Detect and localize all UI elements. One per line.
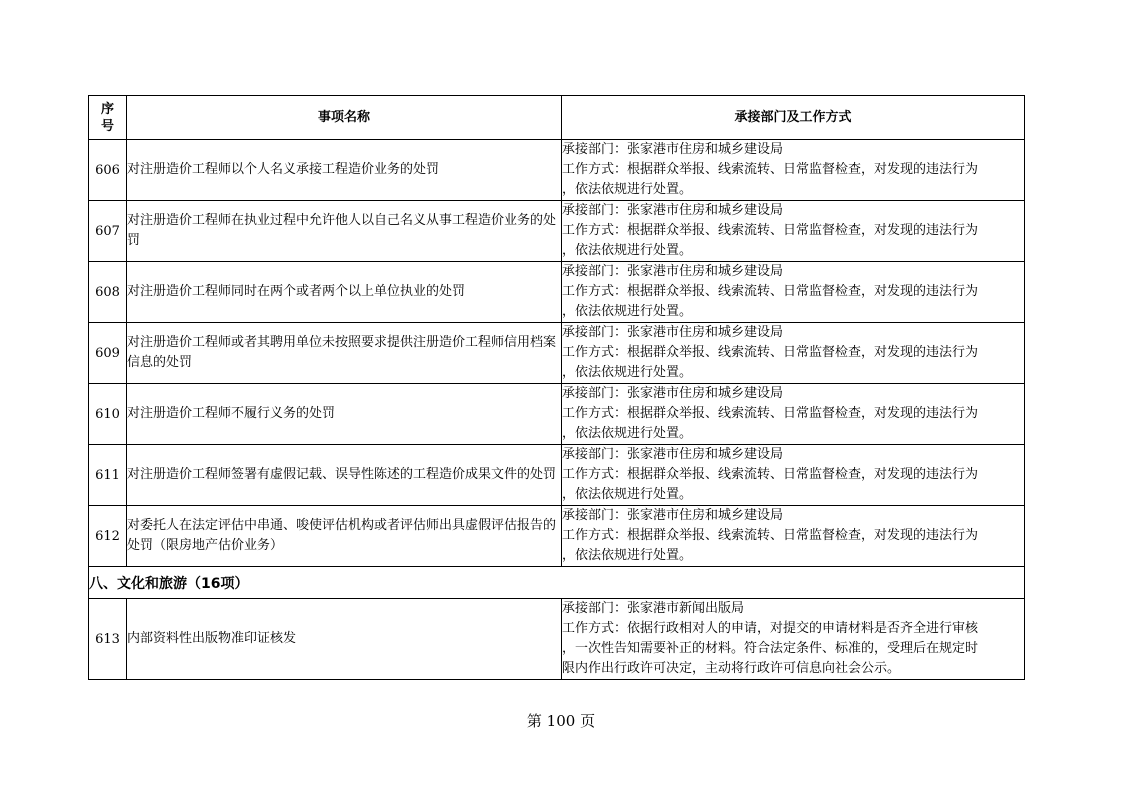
item-name: 内部资料性出版物准印证核发 [127, 599, 562, 680]
dept-method [562, 506, 1025, 567]
dept-line: ，依法依规进行处置。 [562, 365, 693, 380]
row-number: 611 [89, 445, 127, 506]
page-number: 第 100 页 [526, 712, 596, 730]
row-number: 606 [89, 140, 127, 201]
item-name: 对注册造价工程师同时在两个或者两个以上单位执业的处罚 [127, 262, 562, 323]
table-row [89, 445, 1025, 506]
dept-line: ，依法依规进行处置。 [562, 426, 693, 441]
row-number: 613 [89, 599, 127, 680]
dept-line: ，一次性告知需要补正的材料。符合法定条件、标准的，受理后在规定时 [562, 641, 979, 656]
dept-line: 承接部门：张家港市住房和城乡建设局 [562, 142, 784, 157]
dept-line: 工作方式：依据行政相对人的申请，对提交的申请材料是否齐全进行审核 [562, 621, 979, 636]
table-body [89, 140, 1025, 567]
dept-line: 承接部门：张家港市住房和城乡建设局 [562, 508, 784, 523]
row-number: 610 [89, 384, 127, 445]
dept-line: 承接部门：张家港市住房和城乡建设局 [562, 386, 784, 401]
dept-line: ，依法依规进行处置。 [562, 182, 693, 197]
table-row [89, 506, 1025, 567]
row-number: 612 [89, 506, 127, 567]
table-row [89, 262, 1025, 323]
item-name: 对委托人在法定评估中串通、唆使评估机构或者评估师出具虚假评估报告的处罚（限房地产估价业务） [127, 506, 562, 567]
dept-method [562, 262, 1025, 323]
dept-method [562, 445, 1025, 506]
section-title: 八、文化和旅游（16项） [89, 567, 1025, 599]
table-header-row [89, 96, 1025, 140]
dept-line: 工作方式：根据群众举报、线索流转、日常监督检查，对发现的违法行为 [562, 162, 979, 177]
item-name: 对注册造价工程师以个人名义承接工程造价业务的处罚 [127, 140, 562, 201]
table-row [89, 140, 1025, 201]
dept-method [562, 384, 1025, 445]
dept-line: 限内作出行政许可决定，主动将行政许可信息向社会公示。 [562, 661, 901, 676]
dept-method [562, 323, 1025, 384]
item-name: 对注册造价工程师在执业过程中允许他人以自己名义从事工程造价业务的处罚 [127, 201, 562, 262]
dept-line: 承接部门：张家港市住房和城乡建设局 [562, 325, 784, 340]
item-name: 对注册造价工程师不履行义务的处罚 [127, 384, 562, 445]
header-seq: 序号 [89, 96, 127, 140]
dept-line: 工作方式：根据群众举报、线索流转、日常监督检查，对发现的违法行为 [562, 284, 979, 299]
table-row [89, 384, 1025, 445]
table-row [89, 201, 1025, 262]
dept-line: 工作方式：根据群众举报、线索流转、日常监督检查，对发现的违法行为 [562, 467, 979, 482]
items-table [88, 95, 1025, 680]
dept-line: ，依法依规进行处置。 [562, 487, 693, 502]
dept-line: 工作方式：根据群众举报、线索流转、日常监督检查，对发现的违法行为 [562, 528, 979, 543]
dept-line: ，依法依规进行处置。 [562, 548, 693, 563]
dept-line: 工作方式：根据群众举报、线索流转、日常监督检查，对发现的违法行为 [562, 406, 979, 421]
dept-line: 承接部门：张家港市新闻出版局 [562, 601, 745, 616]
table-row [89, 323, 1025, 384]
item-name: 对注册造价工程师签署有虚假记载、误导性陈述的工程造价成果文件的处罚 [127, 445, 562, 506]
table-row [89, 599, 1025, 680]
section-row [89, 567, 1025, 599]
dept-method [562, 599, 1025, 680]
row-number: 607 [89, 201, 127, 262]
header-dept: 承接部门及工作方式 [562, 96, 1025, 140]
row-number: 608 [89, 262, 127, 323]
dept-line: 承接部门：张家港市住房和城乡建设局 [562, 203, 784, 218]
dept-line: 工作方式：根据群众举报、线索流转、日常监督检查，对发现的违法行为 [562, 223, 979, 238]
dept-line: 承接部门：张家港市住房和城乡建设局 [562, 447, 784, 462]
dept-line: 工作方式：根据群众举报、线索流转、日常监督检查，对发现的违法行为 [562, 345, 979, 360]
header-name: 事项名称 [127, 96, 562, 140]
dept-line: 承接部门：张家港市住房和城乡建设局 [562, 264, 784, 279]
dept-line: ，依法依规进行处置。 [562, 304, 693, 319]
dept-method [562, 201, 1025, 262]
row-number: 609 [89, 323, 127, 384]
dept-line: ，依法依规进行处置。 [562, 243, 693, 258]
item-name: 对注册造价工程师或者其聘用单位未按照要求提供注册造价工程师信用档案信息的处罚 [127, 323, 562, 384]
dept-method [562, 140, 1025, 201]
